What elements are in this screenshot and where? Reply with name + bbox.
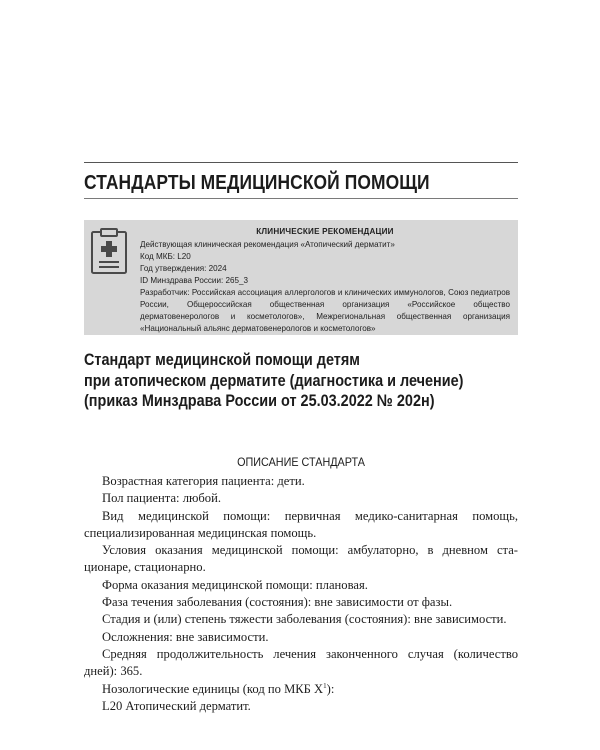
description-heading-text: ОПИСАНИЕ СТАНДАРТА	[237, 455, 365, 469]
standard-title-line: при атопическом дерматите (диагностика и лечение)	[84, 370, 464, 390]
paragraph: L20 Атопический дерматит.	[102, 698, 251, 713]
approval-year: Год утверждения: 2024	[140, 264, 227, 273]
nosology-label: Нозологические единицы (код по МКБ X	[102, 681, 324, 696]
section-title: СТАНДАРТЫ МЕДИЦИНСКОЙ ПОМОЩИ	[84, 171, 430, 194]
clipboard-medical-icon	[91, 228, 127, 274]
paragraph: Осложнения: вне зависимости.	[102, 629, 269, 644]
description-body	[84, 473, 518, 715]
icd-code: Код МКБ: L20	[140, 252, 191, 261]
paragraph: Условия оказания медицинской помощи: амбулаторно, в дневном стационаре, стационарно.	[84, 543, 518, 575]
clinical-recommendations-text	[140, 226, 510, 335]
paragraph: Форма оказания медицинской помощи: плановая.	[102, 577, 368, 592]
paragraph: Пол пациента: любой.	[102, 491, 221, 506]
paragraph: Стадия и (или) степень тяжести заболевания (состояния): вне зависимости.	[102, 612, 507, 627]
nosology-label-end: ):	[326, 681, 335, 696]
header-divider	[84, 198, 518, 199]
ministry-id: ID Минздрава России: 265_3	[140, 276, 248, 285]
standard-title-line: (приказ Минздрава России от 25.03.2022 № 202н)	[84, 391, 435, 410]
paragraph: Фаза течения заболевания (состояния): вне зависимости от фазы.	[102, 595, 453, 610]
standard-title-line: Стандарт медицинской помощи детям	[84, 350, 360, 369]
developer-info: Разработчик: Российская ассоциация аллергологов и клинических иммунологов, Союз педиатров России, Общероссийская общественная организация «Российское общество дерматовенерологов и косметологов», Межрегиональная общественная организация «Национальный альянс дерматовенерологов и косметологов»	[140, 288, 510, 333]
paragraph: Возрастная категория пациента: дети.	[102, 474, 305, 488]
standard-title	[84, 350, 524, 412]
paragraph: Вид медицинской помощи: первичная медико-санитарная помощь, специализированная медицинская помощь.	[84, 508, 518, 540]
paragraph: Средняя продолжительность лечения законченного случая (количество дней): 365.	[84, 646, 518, 679]
clinical-recommendations-box	[84, 220, 518, 335]
description-heading	[84, 455, 518, 469]
clinical-recommendations-heading: КЛИНИЧЕСКИЕ РЕКОМЕНДАЦИИ	[256, 227, 394, 236]
section-header	[84, 162, 518, 195]
recommendation-name: Действующая клиническая рекомендация «Атопический дерматит»	[140, 240, 395, 249]
footnote-marker: 1	[323, 681, 327, 690]
paragraph	[84, 681, 518, 698]
